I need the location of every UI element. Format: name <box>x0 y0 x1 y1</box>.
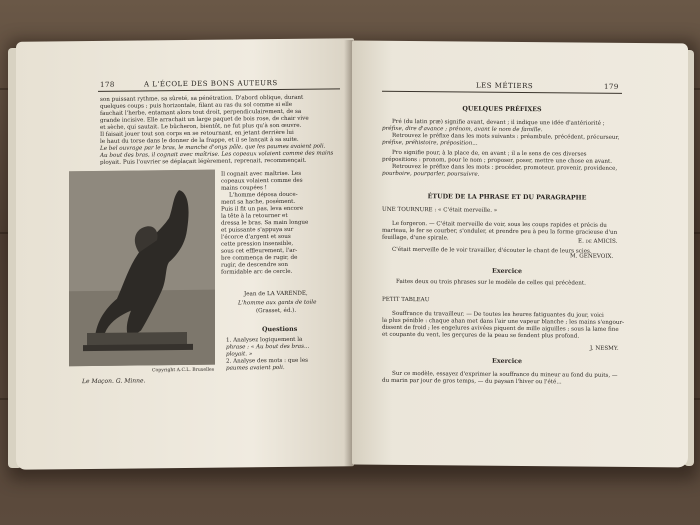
body-line: fauchait l'herbe, entamant alors tout droit, perpendiculairement, de sa <box>100 108 302 117</box>
tournure-line: marteau, le fer se courber, s'onduler, et prendre peu à peu la forme gracieuse d'un <box>382 227 618 236</box>
questions-list <box>226 336 340 372</box>
side-line: et puissante s'appuya sur <box>221 226 294 234</box>
header-rule <box>98 88 340 92</box>
tournure-line: C'était merveille de le voir travailler, d'écouter le chant de leurs scies. <box>392 246 592 255</box>
prefix-line: pourboire, pourparler, poursuivre. <box>382 170 480 178</box>
section-title-study: ÉTUDE DE LA PHRASE ET DU PARAGRAPHE <box>427 193 587 202</box>
tableau-line: et coupante du vent, les gerçures de la peau se fendent plus profond. <box>382 331 580 340</box>
side-line: la tête à la retourner et <box>221 212 288 220</box>
tableau-line: Souffrance du travailleur. — De toutes les heures fatiguantes du jour, voici <box>392 310 604 319</box>
side-line: cette pression insensible, <box>221 240 294 248</box>
body-line: Le bel ouvrage par le bras, le manche d'onys pâle, que les paumes avaient poli. <box>100 143 326 152</box>
credit-genevoix: M. GENEVOIX. <box>570 253 614 260</box>
right-page <box>352 41 688 468</box>
body-line: grande incisive. Elle arrachait un large paquet de bois rose, de chair vive <box>100 115 309 124</box>
questions-heading: Questions <box>262 325 298 334</box>
side-line: mains coupées ! <box>221 185 267 192</box>
photo-credit: Copyright A.C.L. Bruxelles <box>152 367 215 374</box>
right-running-head: LES MÉTIERS <box>476 81 534 91</box>
prefix-line: Pré (du latin præ) signifie avant, devant ; il indique une idée d'antériorité ; <box>392 118 605 127</box>
body-line: Au bout des bras, il cognait avec maîtrise. Les copeaux volaient comme des mains <box>100 150 334 159</box>
tableau-text <box>382 311 634 341</box>
side-line: formidable arc de cercle. <box>221 268 293 276</box>
subsection-title-tournure: UNE TOURNURE : « C'était merveille. » <box>382 206 498 214</box>
side-line: dressa le bras. Sa main longue <box>221 219 309 227</box>
prefix-line: Retrouvez le préfixe dans les mots suivants : préambule, précédent, précurseur, <box>392 132 620 141</box>
exercise-line: Sur ce modèle, essayez d'exprimer la souffrance du mineur au fond du puits, — <box>392 370 618 379</box>
side-line: copeaux volaient comme des <box>221 177 303 185</box>
prefix-line: préfixe, dire d'avance ; prénom, avant le nom de famille. <box>382 125 543 134</box>
left-page-number: 178 <box>100 80 115 89</box>
side-line: Il cognait avec maîtrise. Les <box>221 170 302 178</box>
photo-caption: Le Maçon. G. Minne. <box>82 377 146 386</box>
header-rule <box>382 91 622 94</box>
prefixes-text <box>382 119 634 180</box>
exercise-heading-2: Exercice <box>492 357 522 366</box>
body-line: quelques coups ; puis horizontale, filant au ras du sol comme si elle <box>100 101 293 110</box>
question-line: 1. Analysez logiquement la <box>226 336 303 344</box>
side-line: rugir, de descendre son <box>221 261 288 269</box>
body-line: son puissant rythme, sa sûreté, sa pénétration. D'abord oblique, durant <box>100 94 304 103</box>
prefix-line: préfixe, préhistoire, préposition... <box>382 139 478 147</box>
right-page-number: 179 <box>604 82 619 91</box>
body-line: et sèche, qui sautait. Le bûcheron, bientôt, ne fut plus qu'à son œuvre. <box>100 122 302 131</box>
tableau-line: dissent de froid ; les engelures avivées piquent de mille aiguilles ; sous la lame fine <box>382 324 619 333</box>
body-line: Il faisait jouer tout son corps en se retournant, en jetant derrière lui <box>100 129 294 138</box>
side-line: Puis il fit un pas, leva encore <box>221 205 304 213</box>
tableau-line: la plus pénible : chaque ahan met dans l'air une vapeur blanche ; les mains s'engour- <box>382 317 625 326</box>
side-line: l'écorce d'argent et sous <box>221 233 291 241</box>
question-line: paumes avaient poli. <box>226 364 285 372</box>
credit-nesmy: J. NESMY. <box>590 345 619 352</box>
publisher: (Grasset, éd.). <box>256 307 297 315</box>
tournure-line: Le forgeron. — C'était merveille de voir, sous les coups rapides et précis du <box>392 220 607 229</box>
side-line: bre commença de rugir, de <box>221 254 298 262</box>
sculpture-photo <box>69 170 215 367</box>
side-text <box>221 170 339 276</box>
body-line: le haut du torse dans le donner de la frappe, et il se lançait à sa suite. <box>100 136 299 145</box>
section-title-prefixes: QUELQUES PRÉFIXES <box>462 105 542 114</box>
prefix-line: Retrouvez le préfixe dans les mots : procéder, promoteur, provenir, providence, <box>392 163 618 172</box>
sculpture-image <box>69 170 215 367</box>
question-line: 2. Analyse des mots : que les <box>226 357 309 365</box>
prefix-line: prépositions : pronom, pour le nom ; proposer, poser, mettre une chose en avant. <box>382 156 613 165</box>
side-line: sous cet effleurement, l'ar- <box>221 247 298 255</box>
prefix-line: Pro signifie pour, à la place de, en avant ; il a le sens de ces diverses <box>392 149 587 158</box>
body-line: ployait. Puis l'ouvrier se déplaçait légèrement, reprenait, recommençait. <box>100 157 307 166</box>
left-page <box>16 38 354 470</box>
subsection-title-tableau: PETIT TABLEAU <box>382 296 430 304</box>
left-running-head: A L'ÉCOLE DES BONS AUTEURS <box>144 79 278 89</box>
side-line: ment sa hache, posément. <box>221 198 296 206</box>
question-line: ployait. » <box>226 351 253 358</box>
author-name: Jean de LA VARENDE, <box>244 290 308 298</box>
exercise-heading-1: Exercice <box>492 267 522 276</box>
exercise-line: du marin par jour de gros temps, — du paysan l'hiver ou l'été... <box>382 377 562 386</box>
side-line: L'homme déposa douce- <box>229 191 298 199</box>
exercise-1-text: Faites deux ou trois phrases sur le modèle de celles qui précèdent. <box>396 278 586 287</box>
exercise-2-text <box>382 371 634 387</box>
work-title: L'homme aux gants de toile <box>238 299 317 307</box>
credit-amicis: E. de AMICIS. <box>578 238 618 245</box>
question-line: phrase : « Au bout des bras... <box>226 343 310 351</box>
tournure-line: feuillage, d'une spirale. <box>382 234 449 242</box>
left-body-text <box>100 94 342 166</box>
